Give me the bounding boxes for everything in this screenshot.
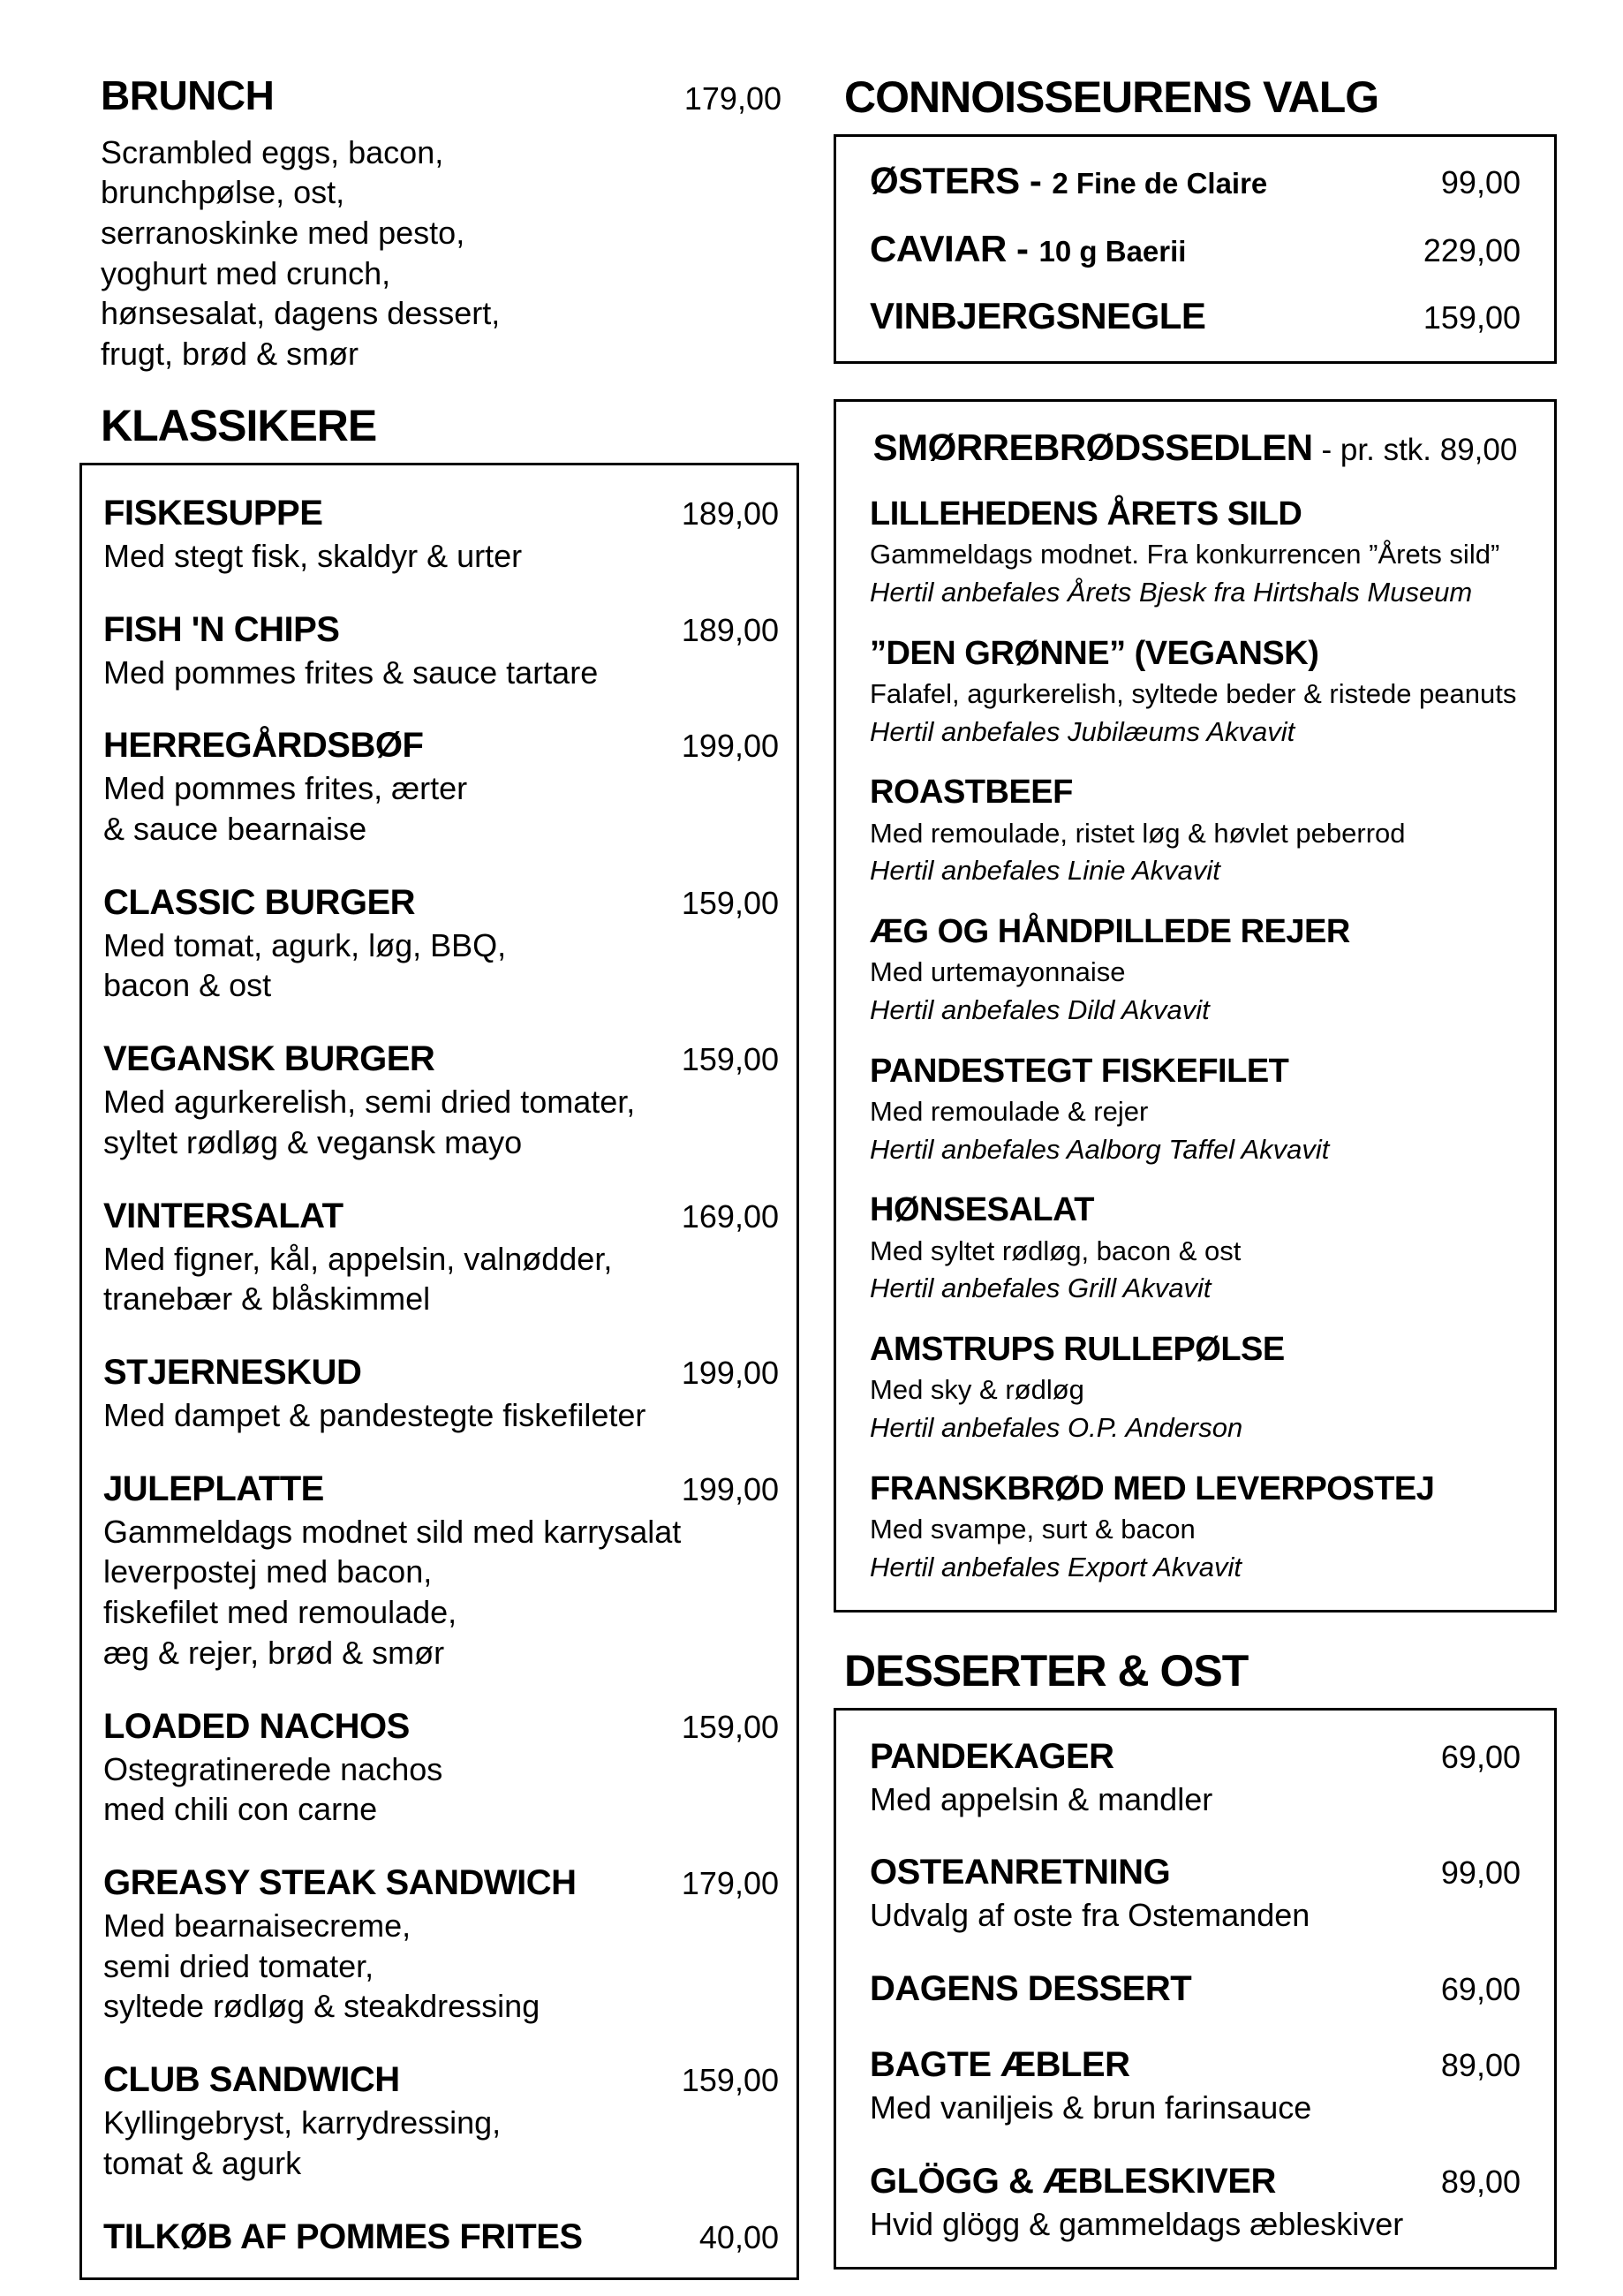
menu-item-title: GLÖGG & ÆBLESKIVER [870,2161,1276,2201]
menu-item [870,1849,1521,1936]
menu-item-price: 159,00 [681,1041,779,1078]
menu-item [870,1467,1521,1587]
menu-item-desc: leverpostej med bacon, [103,1553,433,1590]
menu-item-title: GREASY STEAK SANDWICH [103,1863,577,1903]
menu-item-price: 199,00 [681,1470,779,1507]
menu-item-title: FISKESUPPE [103,493,323,532]
menu-item [103,2214,779,2260]
menu-item-desc: tranebær & blåskimmel [103,1280,431,1318]
menu-item-desc: Med pommes frites & sauce tartare [103,653,599,691]
menu-item-title-group [870,226,1186,273]
menu-item [870,1966,1521,2012]
menu-item-title: AMSTRUPS RULLEPØLSE [870,1331,1285,1369]
menu-item-desc: Med pommes frites, ærter [103,770,468,807]
menu-item-price: 159,00 [681,884,779,921]
menu-item [103,1466,779,1673]
menu-item-title: PANDEKAGER [870,1736,1114,1776]
menu-item-title: JULEPLATTE [103,1469,324,1508]
brunch-desc-line: Scrambled eggs, bacon, [101,133,444,170]
menu-item-title: LOADED NACHOS [103,1706,410,1746]
menu-item-title: FISH 'N CHIPS [103,609,340,649]
menu-item-desc: fiskefilet med remoulade, [103,1594,457,1631]
menu-item-desc: Gammeldags modnet sild med karrysalat [103,1513,682,1550]
menu-item [870,1327,1521,1447]
menu-item-desc: Med dampet & pandestegte fiskefileter [103,1397,646,1433]
menu-item-recommendation: Hertil anbefales Jubilæums Akvavit [870,715,1295,747]
menu-item-title: HERREGÅRDSBØF [103,726,424,766]
menu-item [870,226,1521,273]
klassikere-box [79,463,799,2280]
menu-item-desc: Med stegt fisk, skaldyr & urter [103,537,523,574]
menu-item-price: 69,00 [1440,1970,1521,2007]
menu-item [870,770,1521,890]
menu-item-price: 199,00 [681,728,779,765]
menu-item-recommendation: Hertil anbefales Export Akvavit [870,1551,1242,1582]
menu-item [870,492,1521,612]
menu-item-desc: Med vaniljeis & brun farinsauce [870,2088,1312,2126]
menu-item-desc: Gammeldags modnet. Fra konkurrencen ”Årets sild” [870,539,1500,570]
menu-item-title-group [870,158,1267,205]
brunch-title: BRUNCH [101,72,275,118]
smorrebrod-price-note: - pr. stk. 89,00 [1321,432,1518,467]
menu-item-desc: Med sky & rødløg [870,1374,1084,1406]
smorrebrod-heading: SMØRREBRØDSSEDLEN [872,426,1313,468]
menu-item-title: STJERNESKUD [103,1353,362,1392]
menu-item-title: LILLEHEDENS ÅRETS SILD [870,495,1302,532]
menu-item-desc: Med bearnaisecreme, [103,1907,411,1945]
section-heading-connoisseur: CONNOISSEURENS VALG [844,72,1379,122]
brunch-title-row [101,71,781,122]
menu-item-price: 159,00 [681,2062,779,2099]
menu-item-title: ÆG OG HÅNDPILLEDE REJER [870,913,1350,951]
menu-item-title-group [870,293,1205,340]
menu-item-title: PANDESTEGT FISKEFILET [870,1052,1289,1090]
menu-item-title: TILKØB AF POMMES FRITES [103,2217,583,2256]
menu-item [103,880,779,1006]
menu-item-price: 159,00 [1423,299,1521,336]
menu-item-price: 69,00 [1440,1738,1521,1775]
menu-item-title: DAGENS DESSERT [870,1968,1192,2008]
menu-item-recommendation: Hertil anbefales Linie Akvavit [870,855,1220,887]
connoisseur-box [834,134,1557,364]
menu-item-subtitle: 10 g Baerii [1038,234,1187,268]
menu-item [870,293,1521,340]
brunch-desc-line: brunchpølse, ost, [101,174,345,211]
menu-item-desc: syltet rødløg & vegansk mayo [103,1123,523,1160]
menu-item-price: 169,00 [681,1197,779,1235]
menu-item-desc: semi dried tomater, [103,1947,374,1984]
menu-item [870,2042,1521,2128]
menu-item-desc: Med syltet rødløg, bacon & ost [870,1235,1242,1266]
menu-item-title: VEGANSK BURGER [103,1039,435,1079]
menu-item-price: 99,00 [1440,1854,1521,1892]
menu-item-desc: Udvalg af oste fra Ostemanden [870,1897,1310,1934]
menu-item-title: ”DEN GRØNNE” (VEGANSK) [870,634,1319,672]
menu-item-recommendation: Hertil anbefales O.P. Anderson [870,1412,1243,1444]
menu-item [103,490,779,577]
menu-item [103,1860,779,2027]
menu-item-desc: Med urtemayonnaise [870,956,1126,988]
menu-item [103,722,779,849]
menu-item [870,910,1521,1030]
menu-item-desc: Med tomat, agurk, løg, BBQ, [103,926,507,963]
menu-item-price: 189,00 [681,495,779,532]
smorrebrod-box [834,399,1557,1612]
menu-item-desc: Med remoulade & rejer [870,1095,1149,1127]
menu-item-desc: Med agurkerelish, semi dried tomater, [103,1084,636,1121]
menu-item [870,2158,1521,2245]
menu-item [103,2057,779,2183]
menu-item [870,158,1521,205]
menu-item-desc: Falafel, agurkerelish, syltede beder & ristede peanuts [870,677,1517,709]
menu-item-subtitle: 2 Fine de Claire [1052,167,1268,200]
menu-item-title: CLUB SANDWICH [103,2060,400,2100]
menu-item [103,607,779,693]
menu-item-title: BAGTE ÆBLER [870,2044,1130,2084]
menu-item-title: VINTERSALAT [103,1196,343,1235]
menu-item-price: 99,00 [1440,164,1521,200]
menu-item [103,1193,779,1319]
left-column [79,71,799,2296]
menu-item-price: 89,00 [1440,2046,1521,2083]
menu-item-recommendation: Hertil anbefales Årets Bjesk fra Hirtshals Museum [870,576,1473,608]
menu-item [103,1349,779,1436]
right-column [834,71,1557,2296]
brunch-section [79,71,799,374]
menu-item-desc: Med figner, kål, appelsin, valnødder, [103,1240,613,1277]
menu-item-price: 159,00 [681,1708,779,1745]
menu-item [870,1188,1521,1308]
menu-item-title: ROASTBEEF [870,774,1073,812]
menu-item-desc: bacon & ost [103,967,272,1004]
menu-item-desc: Med remoulade, ristet løg & høvlet peberrod [870,817,1406,849]
menu-item [103,1036,779,1162]
smorrebrod-header [870,425,1521,472]
menu-item-title: CLASSIC BURGER [103,882,416,922]
menu-item-title: ØSTERS - [870,160,1042,201]
desserter-box [834,1708,1557,2270]
menu-item-desc: & sauce bearnaise [103,810,367,847]
menu-item-desc: med chili con carne [103,1791,378,1828]
section-heading-desserter: DESSERTER & OST [844,1645,1249,1696]
brunch-desc-line: frugt, brød & smør [101,336,359,373]
menu-item-desc: æg & rejer, brød & smør [103,1634,445,1671]
menu-item-price: 189,00 [681,611,779,648]
menu-item [870,1049,1521,1169]
menu-item-desc: Med svampe, surt & bacon [870,1513,1196,1545]
menu-item-price: 40,00 [698,2218,779,2255]
menu-item-desc: Med appelsin & mandler [870,1780,1213,1817]
menu-item-recommendation: Hertil anbefales Dild Akvavit [870,993,1210,1025]
menu-item-price: 229,00 [1423,231,1521,268]
menu-item [103,1703,779,1830]
menu-item-recommendation: Hertil anbefales Aalborg Taffel Akvavit [870,1133,1330,1165]
menu-item-desc: Ostegratinerede nachos [103,1750,443,1787]
menu-item-recommendation: Hertil anbefales Grill Akvavit [870,1273,1212,1304]
section-heading-klassikere: KLASSIKERE [101,400,377,450]
menu-item-title: FRANSKBRØD MED LEVERPOSTEJ [870,1469,1435,1507]
brunch-desc-line: serranoskinke med pesto, [101,214,465,251]
menu-item-title: CAVIAR - [870,227,1029,269]
menu-item-price: 179,00 [681,1865,779,1902]
brunch-desc-line: hønsesalat, dagens dessert, [101,295,501,332]
menu-item-desc: Hvid glögg & gammeldags æbleskiver [870,2205,1404,2242]
menu-item-desc: syltede rødløg & steakdressing [103,1988,540,2025]
menu-item-title: VINBJERGSNEGLE [870,295,1206,336]
menu-item [870,1733,1521,1820]
menu-item-desc: Kyllingebryst, karrydressing, [103,2104,502,2141]
menu-item-price: 199,00 [681,1355,779,1391]
menu-item-title: HØNSESALAT [870,1191,1094,1229]
menu-item-price: 89,00 [1440,2163,1521,2200]
menu-item-desc: tomat & agurk [103,2144,302,2181]
menu-item [870,631,1521,751]
brunch-price: 179,00 [683,80,781,117]
menu-item-title: OSTEANRETNING [870,1853,1171,1892]
brunch-desc-line: yoghurt med crunch, [101,254,391,291]
